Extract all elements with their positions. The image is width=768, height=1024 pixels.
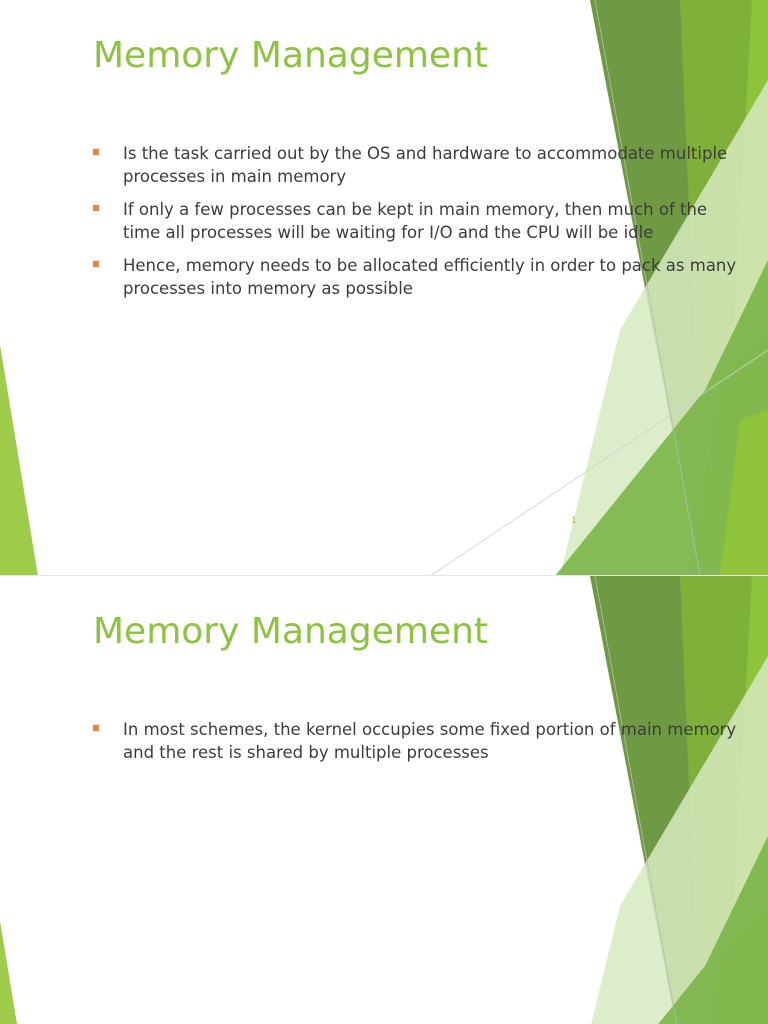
bullet-list	[92, 718, 742, 774]
bullet-list	[92, 142, 742, 310]
list-item	[92, 718, 742, 764]
slide-title: Memory Management	[93, 35, 488, 76]
square-bullet-icon	[93, 725, 99, 731]
slide-title: Memory Management	[93, 611, 488, 652]
square-bullet-icon	[93, 149, 99, 155]
page-number: 1	[571, 516, 577, 526]
bullet-text: In most schemes, the kernel occupies some fixed portion of main memory and the rest is shared by multiple processes	[123, 720, 737, 762]
square-bullet-icon	[93, 261, 99, 267]
slide-2	[0, 576, 768, 1024]
bullet-text: Is the task carried out by the OS and hardware to accommodate multiple processes in main memory	[123, 144, 728, 186]
square-bullet-icon	[93, 205, 99, 211]
list-item	[92, 254, 742, 300]
list-item	[92, 142, 742, 188]
bullet-text: If only a few processes can be kept in main memory, then much of the time all processes will be waiting for I/O and the CPU will be idle	[123, 200, 708, 242]
bullet-text: Hence, memory needs to be allocated efficiently in order to pack as many processes into memory as possible	[123, 256, 737, 298]
list-item	[92, 198, 742, 244]
